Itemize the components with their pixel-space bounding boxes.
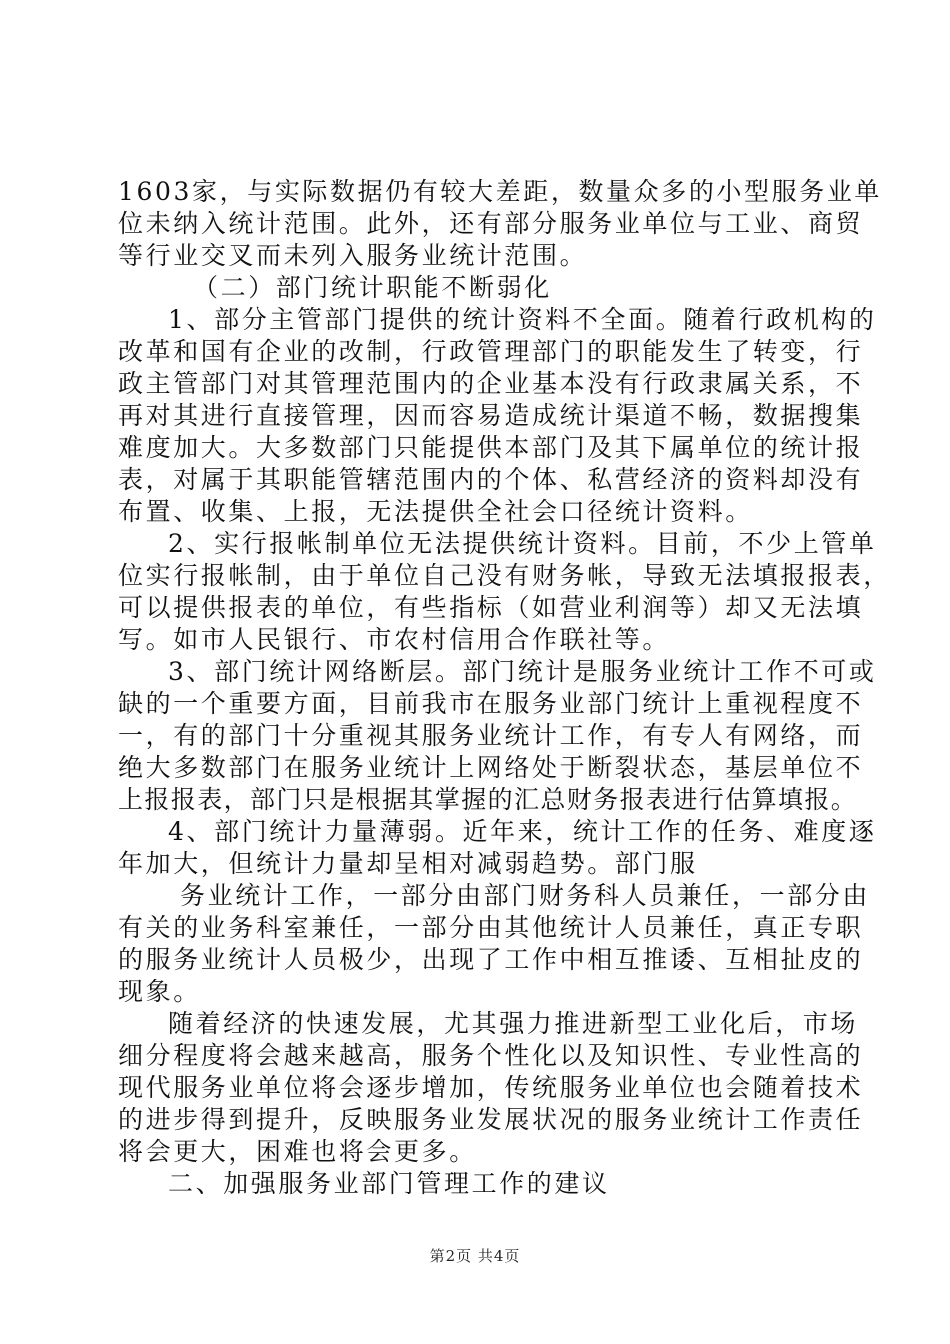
body-text-line: 位实行报帐制，由于单位自己没有财务帐，导致无法填报报表，	[118, 561, 891, 590]
page-footer: 第2页 共4页	[429, 1247, 521, 1265]
body-text-line: 难度加大。大多数部门只能提供本部门及其下属单位的统计报	[118, 433, 864, 462]
body-text-line: 细分程度将会越来越高，服务个性化以及知识性、专业性高的	[118, 1041, 864, 1070]
body-text-line: 3、部门统计网络断层。部门统计是服务业统计工作不可或	[168, 657, 877, 686]
section-heading: 二、加强服务业部门管理工作的建议	[168, 1169, 610, 1198]
body-text-line: 将会更大，困难也将会更多。	[118, 1137, 477, 1166]
body-text-line: 上报报表，部门只是根据其掌握的汇总财务报表进行估算填报。	[118, 785, 858, 814]
body-text-line: 的服务业统计人员极少，出现了工作中相互推诿、互相扯皮的	[118, 945, 864, 974]
section-heading: （二）部门统计职能不断弱化	[193, 273, 552, 302]
body-text-line: 2、实行报帐制单位无法提供统计资料。目前，不少上管单	[168, 529, 877, 558]
body-text-line: 随着经济的快速发展，尤其强力推进新型工业化后，市场	[168, 1009, 859, 1038]
body-text-line: 写。如市人民银行、市农村信用合作联社等。	[118, 625, 671, 654]
body-text-line: 现象。	[118, 977, 201, 1006]
body-text-line: 布置、收集、上报，无法提供全社会口径统计资料。	[118, 497, 753, 526]
body-text-line: 政主管部门对其管理范围内的企业基本没有行政隶属关系，不	[118, 369, 864, 398]
body-text-line: 改革和国有企业的改制，行政管理部门的职能发生了转变，行	[118, 337, 864, 366]
body-text-line: 再对其进行直接管理，因而容易造成统计渠道不畅，数据搜集	[118, 401, 864, 430]
body-text-line: 1603家，与实际数据仍有较大差距，数量众多的小型服务业单	[118, 177, 883, 206]
body-text-line: 缺的一个重要方面，目前我市在服务业部门统计上重视程度不	[118, 689, 864, 718]
body-text-line: 年加大，但统计力量却呈相对减弱趋势。部门服	[118, 849, 698, 878]
body-text-line: 1、部分主管部门提供的统计资料不全面。随着行政机构的	[168, 305, 877, 334]
body-text-line: 可以提供报表的单位，有些指标（如营业利润等）却又无法填	[118, 593, 864, 622]
body-text-line: 4、部门统计力量薄弱。近年来，统计工作的任务、难度逐	[168, 817, 877, 846]
body-text-line: 一，有的部门十分重视其服务业统计工作，有专人有网络，而	[118, 721, 864, 750]
body-text-line: 务业统计工作，一部分由部门财务科人员兼任，一部分由	[180, 881, 871, 910]
body-text-line: 等行业交叉而未列入服务业统计范围。	[118, 241, 588, 270]
body-text-line: 的进步得到提升，反映服务业发展状况的服务业统计工作责任	[118, 1105, 864, 1134]
body-text-line: 现代服务业单位将会逐步增加，传统服务业单位也会随着技术	[118, 1073, 864, 1102]
body-text-line: 位未纳入统计范围。此外，还有部分服务业单位与工业、商贸	[118, 209, 864, 238]
body-text-line: 绝大多数部门在服务业统计上网络处于断裂状态，基层单位不	[118, 753, 864, 782]
body-text-line: 表，对属于其职能管辖范围内的个体、私营经济的资料却没有	[118, 465, 864, 494]
body-text-line: 有关的业务科室兼任，一部分由其他统计人员兼任，真正专职	[118, 913, 864, 942]
